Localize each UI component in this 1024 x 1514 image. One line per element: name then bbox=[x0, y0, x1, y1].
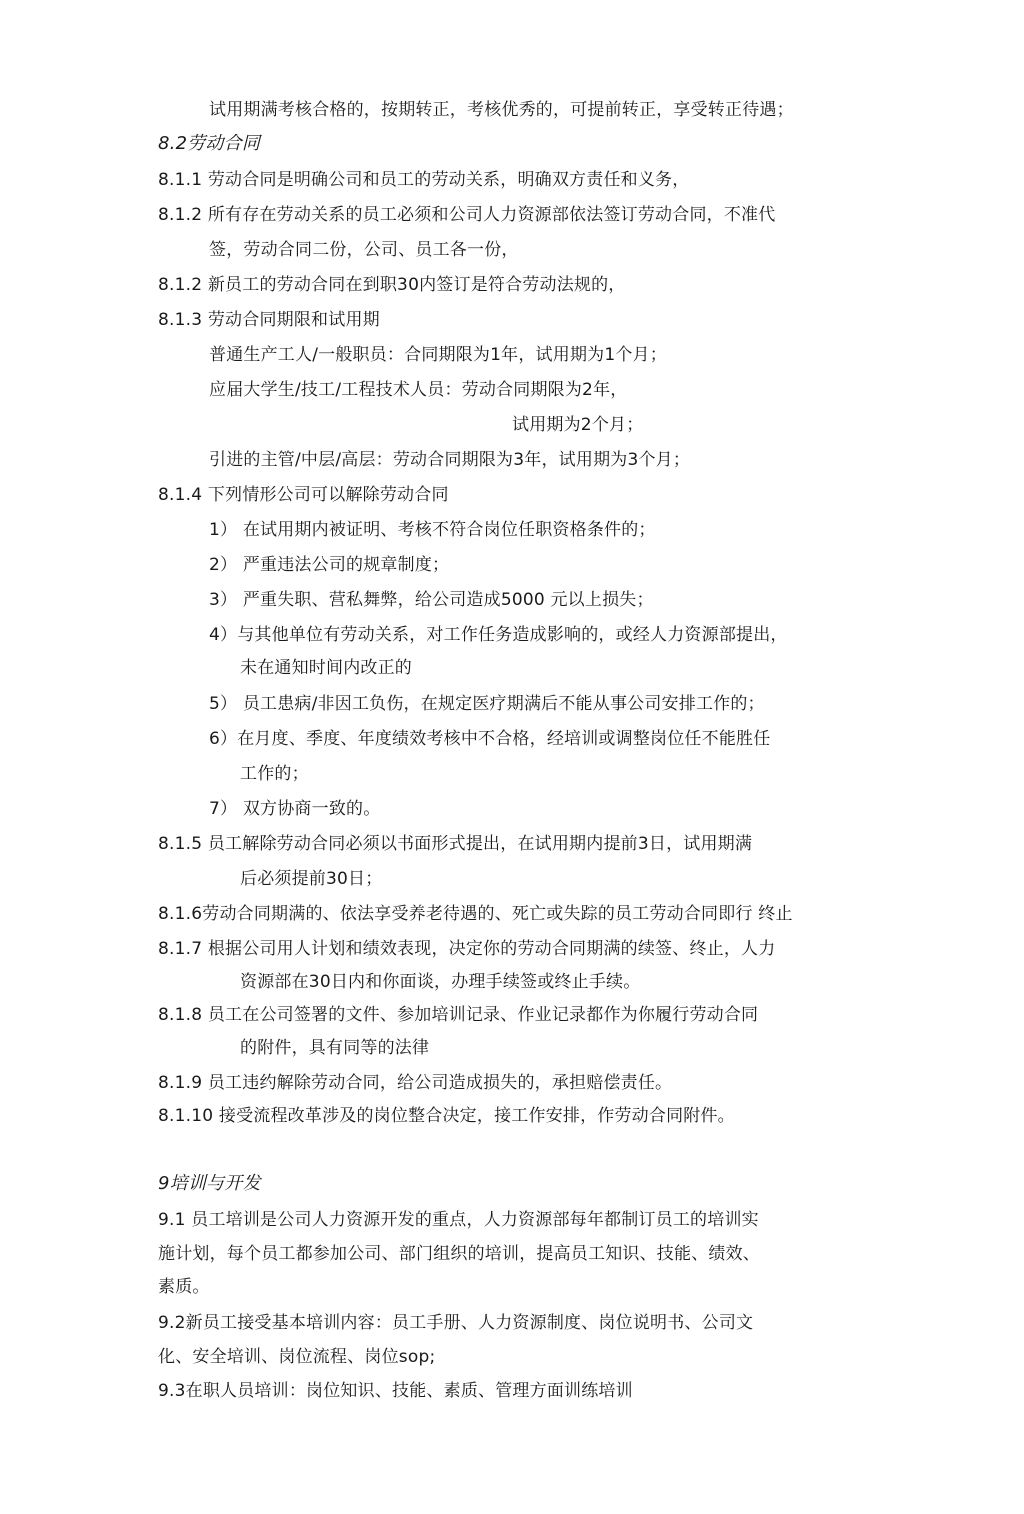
text-line: 未在通知时间内改正的 bbox=[240, 658, 412, 678]
text-line: 化、安全培训、岗位流程、岗位sop; bbox=[158, 1347, 436, 1367]
text-line: 8.1.3 劳动合同期限和试用期 bbox=[158, 310, 380, 330]
text-line: 8.1.10 接受流程改革涉及的岗位整合决定，接工作安排，作劳动合同附件。 bbox=[158, 1106, 735, 1126]
text-line: 资源部在30日内和你面谈，办理手续签或终止手续。 bbox=[240, 972, 641, 992]
text-line: 9.2新员工接受基本培训内容：员工手册、人力资源制度、岗位说明书、公司文 bbox=[158, 1313, 754, 1333]
list-item: 5） 员工患病/非因工负伤，在规定医疗期满后不能从事公司安排工作的； bbox=[209, 694, 765, 714]
text-line: 后必须提前30日； bbox=[240, 869, 383, 889]
text-line: 8.1.5 员工解除劳动合同必须以书面形式提出，在试用期内提前3日，试用期满 bbox=[158, 834, 753, 854]
text-line: 8.1.6劳动合同期满的、依法享受养老待遇的、死亡或失踪的员工劳动合同即行 终止 bbox=[158, 904, 793, 924]
section-heading: 9培训与开发 bbox=[158, 1173, 261, 1194]
text-line: 8.1.4 下列情形公司可以解除劳动合同 bbox=[158, 485, 449, 505]
list-item: 2） 严重违法公司的规章制度； bbox=[209, 555, 450, 575]
list-item: 7） 双方协商一致的。 bbox=[209, 799, 381, 819]
text-line: 9.1 员工培训是公司人力资源开发的重点，人力资源部每年都制订员工的培训实 bbox=[158, 1210, 759, 1230]
text-line: 普通生产工人/一般职员：合同期限为1年，试用期为1个月； bbox=[209, 345, 667, 365]
text-line: 8.1.1 劳动合同是明确公司和员工的劳动关系，明确双方责任和义务， bbox=[158, 170, 690, 190]
section-heading: 8.2劳动合同 bbox=[158, 133, 261, 154]
text-line: 应届大学生/技工/工程技术人员：劳动合同期限为2年， bbox=[209, 380, 628, 400]
text-line: 8.1.9 员工违约解除劳动合同，给公司造成损失的，承担赔偿责任。 bbox=[158, 1073, 673, 1093]
text-line: 8.1.2 所有存在劳动关系的员工必须和公司人力资源部依法签订劳动合同，不准代 bbox=[158, 205, 776, 225]
text-line: 素质。 bbox=[158, 1277, 210, 1297]
list-item: 6）在月度、季度、年度绩效考核中不合格，经培训或调整岗位任不能胜任 bbox=[209, 729, 771, 749]
text-line: 工作的； bbox=[240, 764, 309, 784]
text-line: 施计划，每个员工都参加公司、部门组织的培训，提高员工知识、技能、绩效、 bbox=[158, 1244, 760, 1264]
text-line: 8.1.7 根据公司用人计划和绩效表现，决定你的劳动合同期满的续签、终止，人力 bbox=[158, 939, 776, 959]
text-line: 试用期满考核合格的，按期转正，考核优秀的，可提前转正，享受转正待遇； bbox=[209, 100, 794, 120]
list-item: 3） 严重失职、营私舞弊，给公司造成5000 元以上损失； bbox=[209, 590, 654, 610]
list-item: 4）与其他单位有劳动关系，对工作任务造成影响的，或经人力资源部提出， bbox=[209, 625, 788, 645]
text-line: 8.1.8 员工在公司签署的文件、参加培训记录、作业记录都作为你履行劳动合同 bbox=[158, 1005, 759, 1025]
text-line: 8.1.2 新员工的劳动合同在到职30内签订是符合劳动法规的， bbox=[158, 275, 626, 295]
text-line: 的附件，具有同等的法律 bbox=[240, 1038, 430, 1058]
text-line: 签，劳动合同二份，公司、员工各一份， bbox=[209, 240, 519, 260]
text-line: 试用期为2个月； bbox=[512, 415, 644, 435]
text-line: 引进的主管/中层/高层：劳动合同期限为3年，试用期为3个月； bbox=[209, 450, 691, 470]
list-item: 1） 在试用期内被证明、考核不符合岗位任职资格条件的； bbox=[209, 520, 656, 540]
text-line: 9.3在职人员培训：岗位知识、技能、素质、管理方面训练培训 bbox=[158, 1381, 633, 1401]
